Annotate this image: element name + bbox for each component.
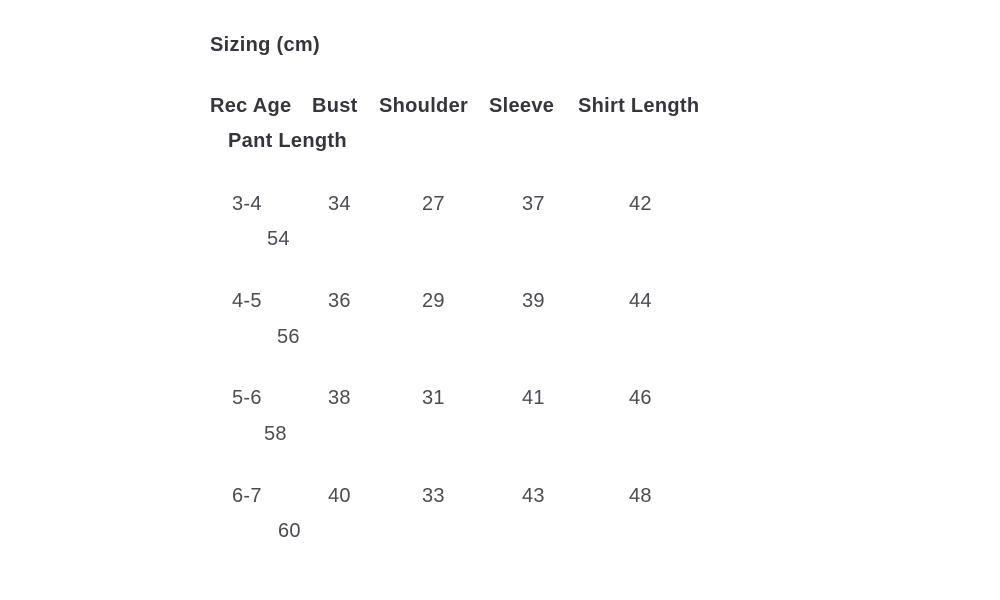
cell-pant-length: 56 xyxy=(277,326,300,348)
cell-sleeve: 43 xyxy=(522,485,545,507)
page-title: Sizing (cm) xyxy=(210,34,320,56)
col-header-pant-length: Pant Length xyxy=(228,130,347,152)
cell-rec-age: 5-6 xyxy=(232,387,262,409)
cell-shirt-length: 42 xyxy=(629,193,652,215)
col-header-rec-age: Rec Age xyxy=(210,95,292,117)
cell-rec-age: 4-5 xyxy=(232,290,262,312)
cell-rec-age: 6-7 xyxy=(232,485,262,507)
cell-shoulder: 29 xyxy=(422,290,445,312)
col-header-bust: Bust xyxy=(312,95,358,117)
cell-bust: 40 xyxy=(328,485,351,507)
cell-shirt-length: 44 xyxy=(629,290,652,312)
cell-shirt-length: 46 xyxy=(629,387,652,409)
cell-bust: 34 xyxy=(328,193,351,215)
col-header-sleeve: Sleeve xyxy=(489,95,555,117)
cell-sleeve: 39 xyxy=(522,290,545,312)
cell-shoulder: 31 xyxy=(422,387,445,409)
cell-pant-length: 60 xyxy=(278,520,301,542)
cell-bust: 38 xyxy=(328,387,351,409)
col-header-shoulder: Shoulder xyxy=(379,95,469,117)
cell-rec-age: 3-4 xyxy=(232,193,262,215)
cell-pant-length: 58 xyxy=(264,423,287,445)
cell-shoulder: 33 xyxy=(422,485,445,507)
cell-shoulder: 27 xyxy=(422,193,445,215)
cell-pant-length: 54 xyxy=(267,228,290,250)
col-header-shirt-length: Shirt Length xyxy=(578,95,700,117)
cell-bust: 36 xyxy=(328,290,351,312)
cell-shirt-length: 48 xyxy=(629,485,652,507)
cell-sleeve: 37 xyxy=(522,193,545,215)
cell-sleeve: 41 xyxy=(522,387,545,409)
